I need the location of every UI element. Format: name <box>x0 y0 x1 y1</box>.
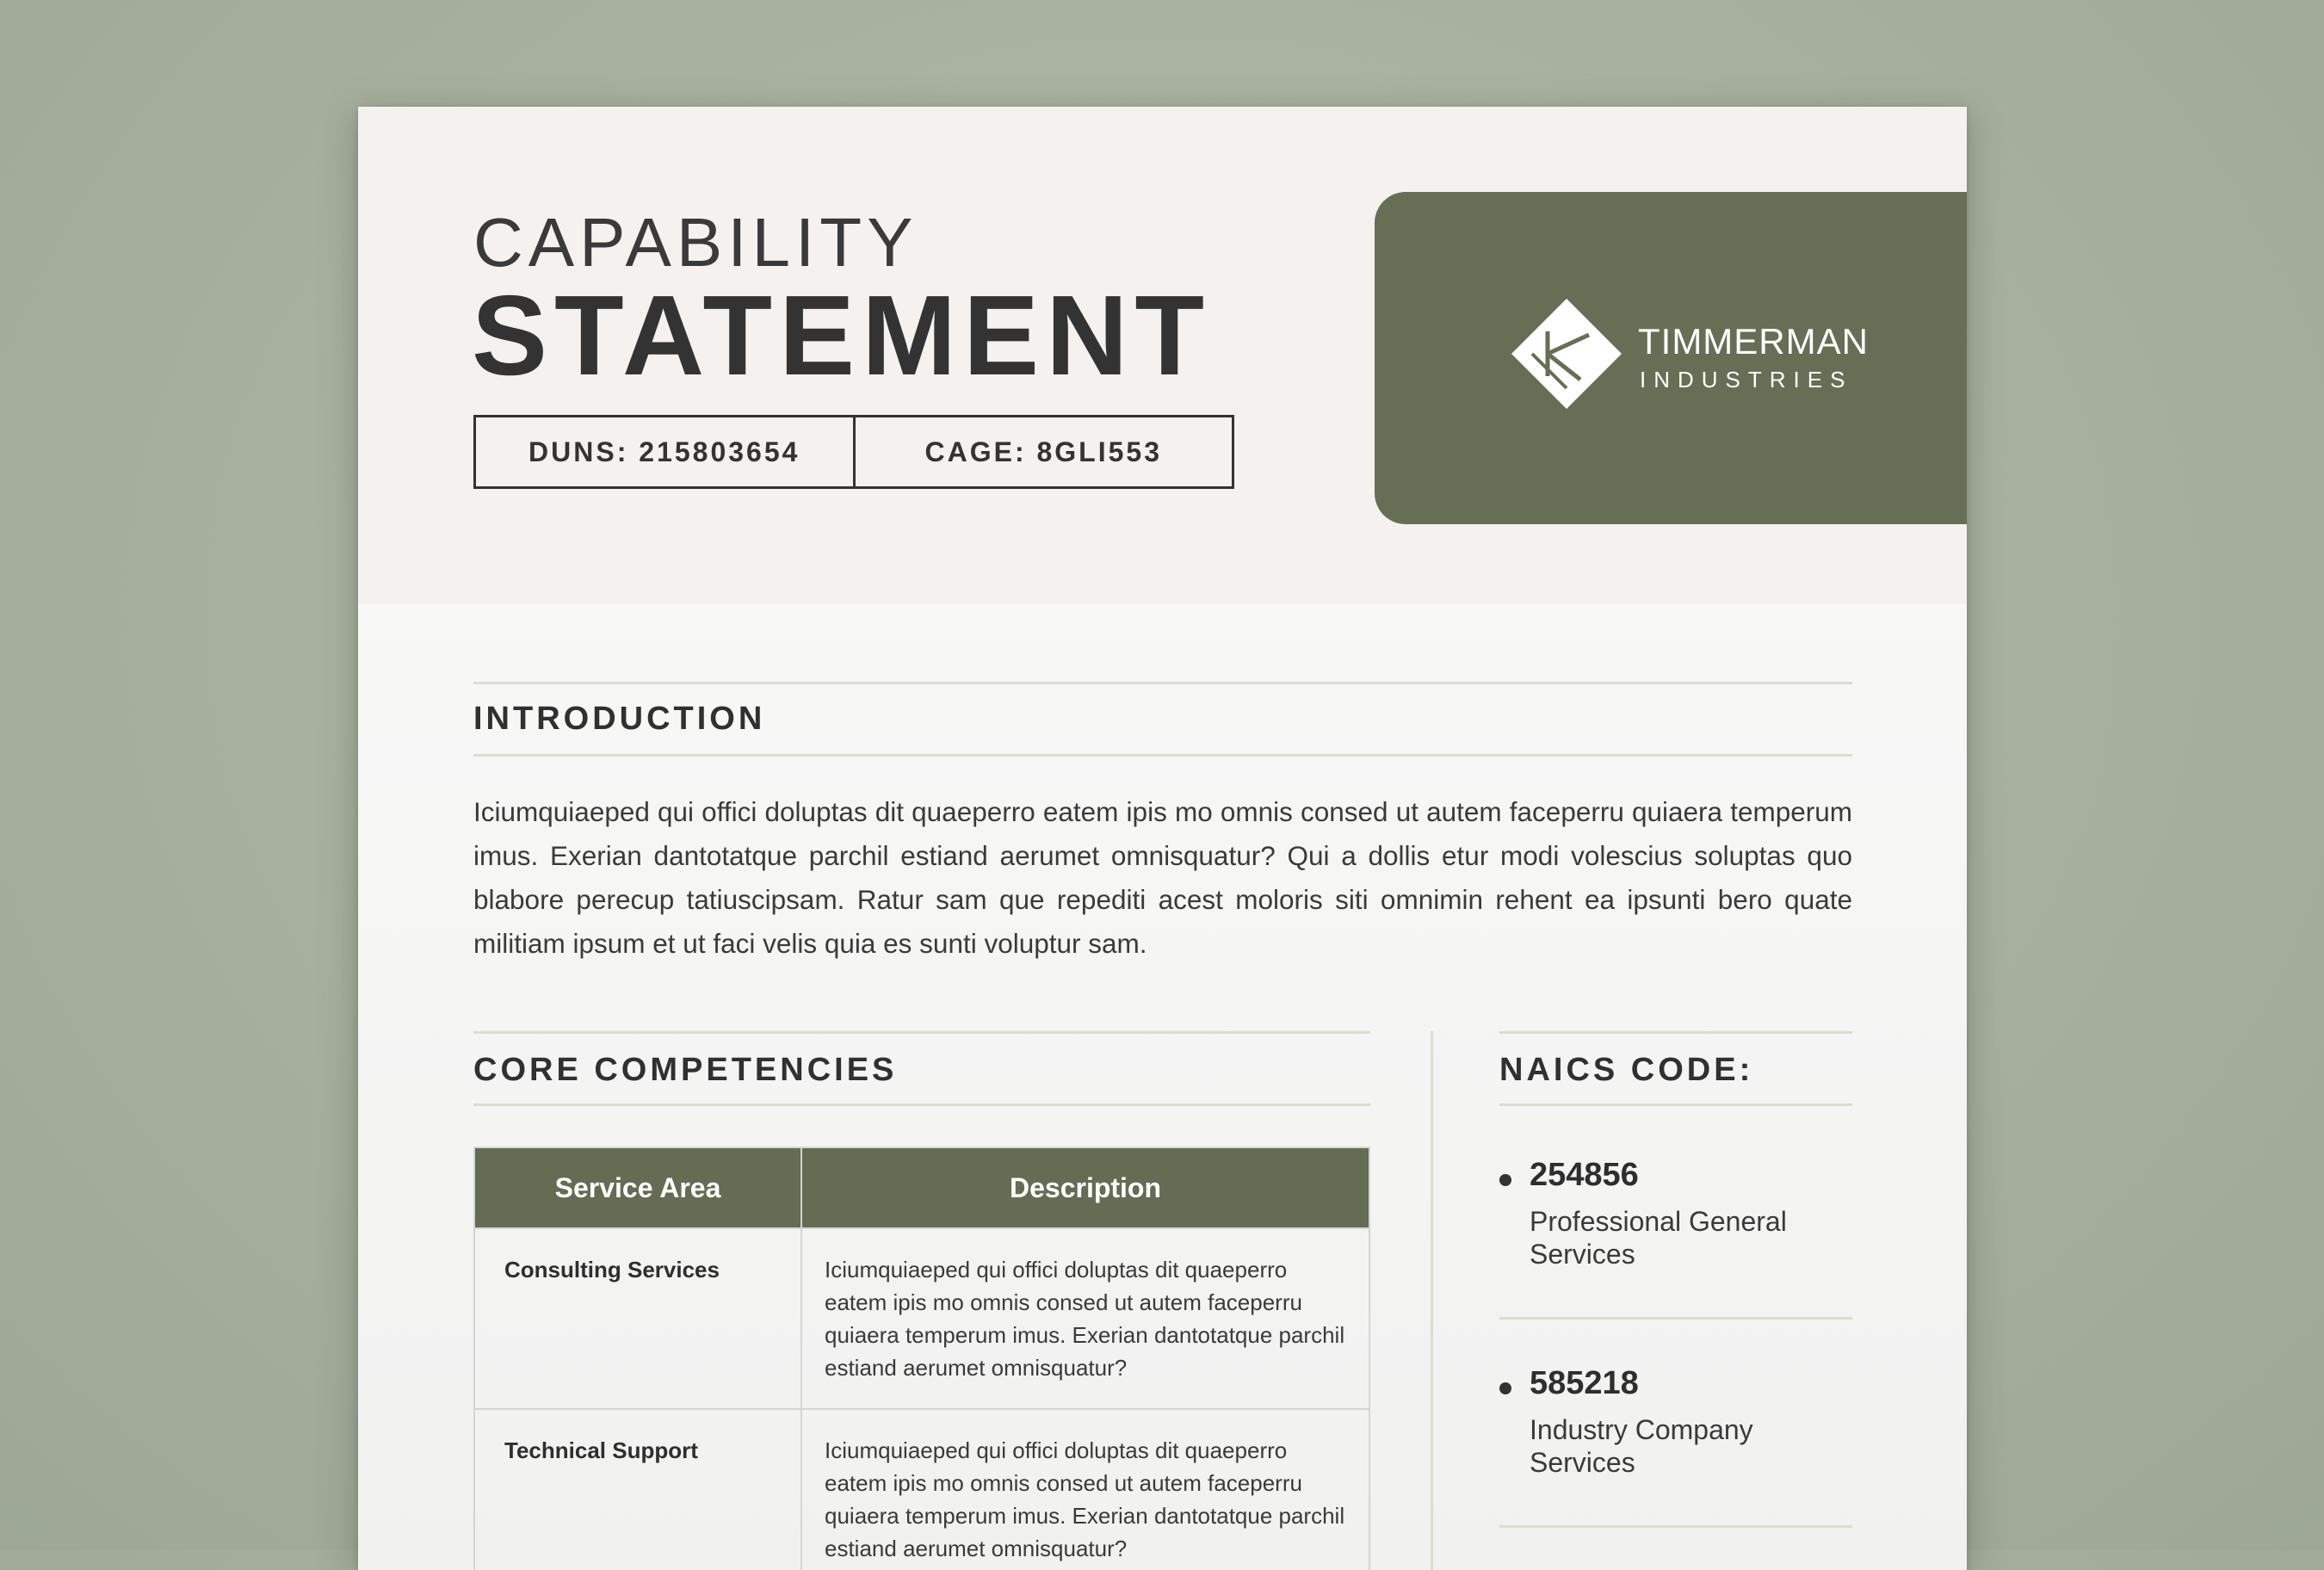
divider <box>1499 1031 1852 1034</box>
company-name: TIMMERMAN <box>1638 321 1869 362</box>
company-subtitle: INDUSTRIES <box>1640 367 1853 392</box>
naics-code: 254856 <box>1530 1157 1639 1193</box>
naics-code: 585218 <box>1530 1365 1639 1401</box>
divider <box>473 1031 1370 1034</box>
table-row <box>474 1409 1369 1570</box>
identifier-box <box>473 415 1234 489</box>
description-cell: Iciumquiaeped qui offici doluptas dit quaeperro eatem ipis mo omnis consed ut autem faceperru quiaera temperum imus. Exerian dantotatque parchil estiand aerumet omnisquatur? <box>801 1228 1369 1409</box>
column-divider <box>1431 1031 1433 1570</box>
divider <box>473 1103 1370 1106</box>
divider <box>473 754 1852 757</box>
diamond-k-logo-icon <box>1510 297 1623 411</box>
introduction-body: Iciumquiaeped qui offici doluptas dit quaeperro eatem ipis mo omnis consed ut autem faceperru quiaera temperum imus. Exerian dantotatque parchil estiand aerumet omnisquatur? Qui a dollis etur modi volescius soluptas quo blabore perecup tatiuscipsam. Ratur sam que repediti acest moloris siti omnimin rehent ea ipsunti bero quate militiam ipsum et ut faci velis quia es sunti voluptur sam. <box>473 796 1852 959</box>
service-area-cell: Technical Support <box>474 1409 801 1570</box>
divider <box>1499 1103 1852 1106</box>
naics-label: Professional General Services <box>1530 1206 1787 1270</box>
bullet-icon <box>1499 1382 1511 1394</box>
header-band <box>358 107 1967 604</box>
table-row <box>474 1228 1369 1409</box>
cage-code: CAGE: 8GLI553 <box>853 417 1233 486</box>
title-statement: STATEMENT <box>472 272 1212 399</box>
naics-heading: NAICS CODE: <box>1499 1052 1754 1088</box>
title-capability: CAPABILITY <box>473 204 918 281</box>
column-header-service-area: Service Area <box>474 1147 801 1228</box>
duns-number: DUNS: 215803654 <box>528 436 800 467</box>
document-page <box>358 107 1967 1570</box>
core-competencies-heading: CORE COMPETENCIES <box>473 1052 898 1088</box>
description-cell: Iciumquiaeped qui offici doluptas dit quaeperro eatem ipis mo omnis consed ut autem faceperru quiaera temperum imus. Exerian dantotatque parchil estiand aerumet omnisquatur? <box>801 1409 1369 1570</box>
bullet-icon <box>1499 1174 1511 1186</box>
divider <box>1499 1525 1852 1528</box>
brand-panel <box>1375 192 1967 524</box>
service-area-cell: Consulting Services <box>474 1228 801 1409</box>
divider <box>1499 1317 1852 1320</box>
competencies-table <box>473 1147 1370 1570</box>
introduction-heading: INTRODUCTION <box>473 701 766 737</box>
column-header-description: Description <box>801 1147 1369 1228</box>
naics-label: Industry Company Services <box>1530 1414 1753 1478</box>
divider <box>473 682 1852 684</box>
